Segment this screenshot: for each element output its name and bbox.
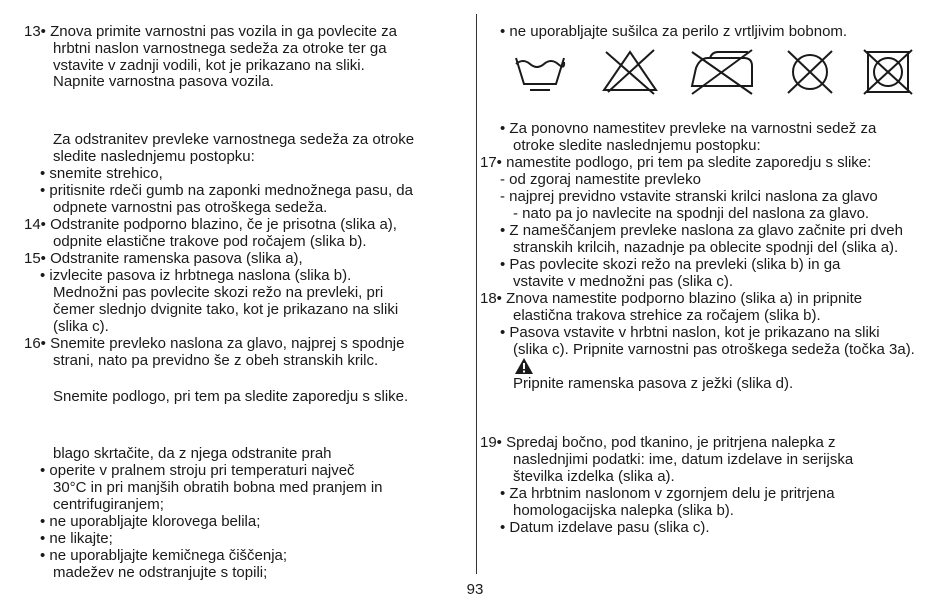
text-line: • Datum izdelave pasu (slika c). (500, 519, 710, 536)
text-line: • Z nameščanjem prevleke naslona za glavo začnite pri dveh (500, 222, 903, 239)
text-line: madežev ne odstranjujte s topili; (53, 564, 268, 581)
text-line: • ne uporabljajte sušilca za perilo z vrtljivim bobnom. (500, 23, 848, 40)
no-tumble-dry-icon (862, 48, 914, 96)
wash-30-gentle-icon (512, 48, 568, 96)
text-line: 16• Snemite prevleko naslona za glavo, najprej s spodnje (24, 335, 405, 352)
text-line: • Za ponovno namestitev prevleke na varnostni sedež za (500, 120, 877, 137)
text-line: stranskih krilcih, nazadnje pa oblecite spodnji del (slika a). (513, 239, 899, 256)
text-line: 19• Spredaj bočno, pod tkanino, je pritrjena nalepka z (480, 434, 836, 451)
text-line: odpnite elastične trakove pod ročajem (slika b). (53, 233, 367, 250)
text-line: 13• Znova primite varnostni pas vozila in ga povlecite za (24, 23, 397, 40)
text-line: • Pas povlecite skozi režo na prevleki (slika b) in ga (500, 256, 841, 273)
text-line: številka izdelka (slika a). (513, 468, 675, 485)
text-line: • operite v pralnem stroju pri temperaturi največ (40, 462, 355, 479)
text-line: - od zgoraj namestite prevleko (500, 171, 701, 188)
text-line: (slika c). (53, 318, 109, 335)
text-line: - nato pa jo navlecite na spodnji del naslona za glavo. (513, 205, 870, 222)
text-line: 18• Znova namestite podporno blazino (slika a) in pripnite (480, 290, 863, 307)
text-line: elastična trakova strehice za ročajem (slika b). (513, 307, 821, 324)
text-line: čemer slednjo dvignite tako, kot je prikazano na sliki (53, 301, 399, 318)
text-line: • Za hrbtnim naslonom v zgornjem delu je pritrjena (500, 485, 835, 502)
text-line: • izvlecite pasova iz hrbtnega naslona (slika b). (40, 267, 352, 284)
text-line: 14• Odstranite podporno blazino, če je prisotna (slika a), (24, 216, 397, 233)
text-line: strani, nato pa previdno še z obeh stranskih krilc. (53, 352, 379, 369)
text-line: • pritisnite rdeči gumb na zaponki mednožnega pasu, da (40, 182, 413, 199)
text-line: • ne uporabljajte klorovega belila; (40, 513, 261, 530)
text-line: Mednožni pas povlecite skozi režo na prevleki, pri (53, 284, 384, 301)
text-line: 30°C in pri manjših obratih bobna med pranjem in (53, 479, 383, 496)
text-line: centrifugiranjem; (53, 496, 164, 513)
text-line: Pripnite ramenska pasova z ježki (slika d). (513, 375, 794, 392)
no-dry-clean-icon (784, 48, 836, 96)
text-line: odpnete varnostni pas otroškega sedeža. (53, 199, 328, 216)
warning-icon (514, 357, 534, 375)
text-line: - najprej previdno vstavite stranski krilci naslona za glavo (500, 188, 878, 205)
text-line: 15• Odstranite ramenska pasova (slika a), (24, 250, 303, 267)
no-iron-icon (688, 48, 756, 96)
text-line: naslednjimi podatki: ime, datum izdelave in serijska (513, 451, 854, 468)
page-number: 93 (466, 581, 484, 598)
text-line: hrbtni naslon varnostnega sedeža za otroke ter ga (53, 40, 387, 57)
text-line: sledite naslednjemu postopku: (53, 148, 255, 165)
text-line: • ne uporabljajte kemičnega čiščenja; (40, 547, 288, 564)
text-line: • Pasova vstavite v hrbtni naslon, kot je prikazano na sliki (500, 324, 880, 341)
text-line: homologacijska nalepka (slika b). (513, 502, 734, 519)
text-line: • snemite strehico, (40, 165, 163, 182)
column-divider (476, 14, 477, 574)
text-line: • ne likajte; (40, 530, 113, 547)
care-symbols (512, 48, 932, 96)
text-line: Napnite varnostna pasova vozila. (53, 73, 274, 90)
text-line: vstavite v mednožni pas (slika c). (513, 273, 734, 290)
text-line: 17• namestite podlogo, pri tem pa sledite zaporedju s slike: (480, 154, 872, 171)
text-line: (slika c). Pripnite varnostni pas otroškega sedeža (točka 3a). (513, 341, 915, 358)
text-line: Snemite podlogo, pri tem pa sledite zaporedju s slike. (53, 388, 409, 405)
text-line: otroke sledite naslednjemu postopku: (513, 137, 761, 154)
text-line: vstavite v zadnji vodili, kot je prikazano na sliki. (53, 57, 365, 74)
text-line: blago skrtačite, da z njega odstranite prah (53, 445, 332, 462)
no-bleach-icon (600, 48, 660, 96)
text-line: Za odstranitev prevleke varnostnega sedeža za otroke (53, 131, 415, 148)
